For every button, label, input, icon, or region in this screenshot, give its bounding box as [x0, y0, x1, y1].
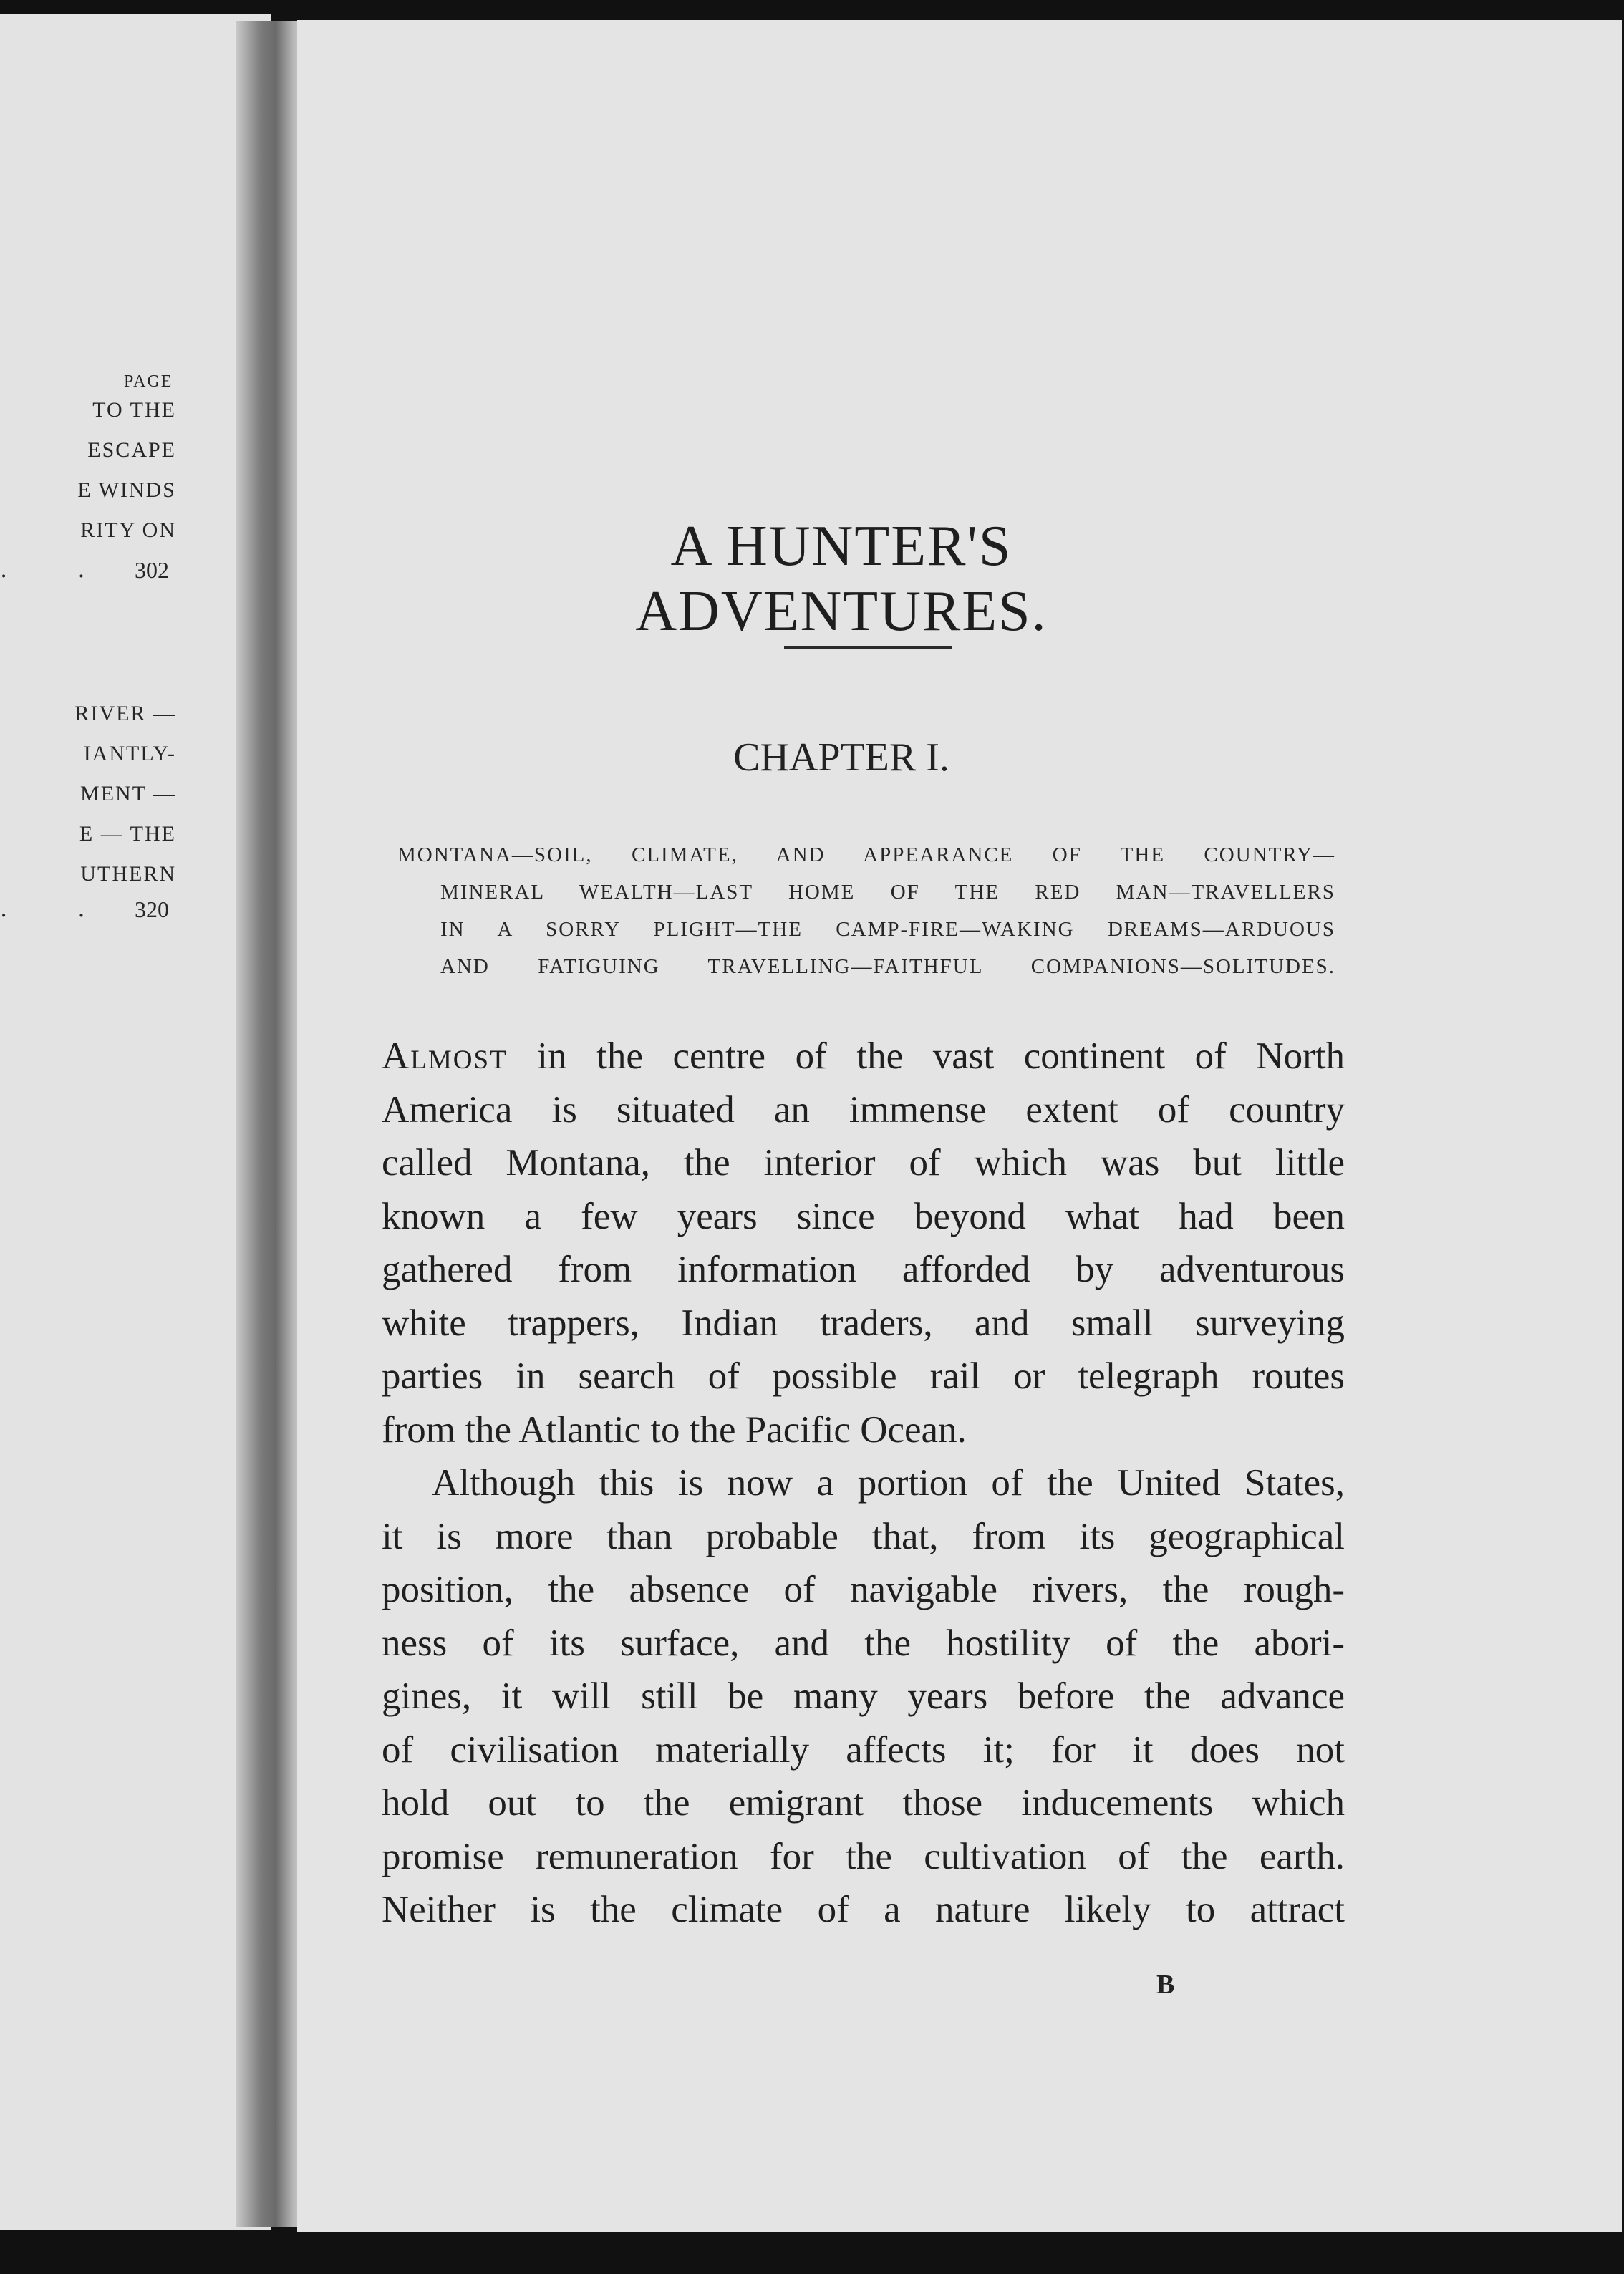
body-line: Neither is the climate of a nature likely to attract — [382, 1889, 1345, 1930]
synopsis-line: MONTANA—SOIL, CLIMATE, AND APPEARANCE OF THE COUNTRY— — [397, 843, 1335, 866]
body-line: of civilisation materially affects it; for it does not — [382, 1728, 1345, 1771]
contents-page-number: 320 — [135, 896, 169, 922]
chapter-heading: CHAPTER I. — [733, 735, 949, 780]
contents-line-fragment: ESCAPE — [87, 438, 176, 462]
contents-line-fragment: UTHERN — [80, 862, 176, 886]
body-line: hold out to the emigrant those inducements which — [382, 1782, 1345, 1824]
body-line: gines, it will still be many years before the advance — [382, 1675, 1345, 1717]
contents-page-number: 302 — [135, 557, 169, 583]
title-divider-rule — [784, 646, 952, 649]
body-line: gathered from information afforded by adventurous — [382, 1249, 1345, 1290]
body-line: known a few years since beyond what had been — [382, 1195, 1345, 1237]
contents-line-fragment: TO THE — [92, 398, 176, 422]
body-line: position, the absence of navigable rivers, the rough- — [382, 1569, 1345, 1610]
body-line: it is more than probable that, from its geographical — [382, 1515, 1345, 1557]
contents-line-fragment: RIVER — — [74, 702, 176, 725]
synopsis-line: IN A SORRY PLIGHT—THE CAMP-FIRE—WAKING DREAMS—ARDUOUS — [440, 918, 1335, 941]
leader-dots: . . — [0, 895, 117, 922]
book-title: A HUNTER'S ADVENTURES. — [635, 515, 1048, 643]
leader-dots: . . — [0, 556, 117, 583]
book-page — [297, 20, 1622, 2232]
body-line-text: in the centre of the vast continent of North — [507, 1035, 1345, 1077]
signature-mark: B — [1156, 1970, 1175, 2000]
body-line: promise remuneration for the cultivation of the earth. — [382, 1835, 1345, 1877]
body-line: from the Atlantic to the Pacific Ocean. — [382, 1408, 967, 1451]
chapter-synopsis — [397, 836, 1335, 985]
synopsis-line: MINERAL WEALTH—LAST HOME OF THE RED MAN—TRAVELLERS — [440, 881, 1335, 904]
contents-line-fragment: MENT — — [80, 782, 176, 805]
body-line: ness of its surface, and the hostility of the abori- — [382, 1622, 1345, 1664]
contents-line-fragment: E WINDS — [77, 478, 176, 502]
previous-page-fragment — [0, 14, 271, 2230]
body-line: America is situated an immense extent of country — [382, 1088, 1345, 1131]
synopsis-line: AND FATIGUING TRAVELLING—FAITHFUL COMPANIONS—SOLITUDES. — [440, 955, 1335, 978]
contents-line-fragment: IANTLY- — [83, 742, 176, 765]
contents-line-fragment: RITY ON — [80, 518, 176, 542]
body-line: called Montana, the interior of which was but little — [382, 1142, 1345, 1184]
contents-line-fragment: E — THE — [79, 822, 176, 846]
opening-word: Almost — [382, 1035, 508, 1077]
body-line — [382, 1030, 1345, 1083]
body-line: white trappers, Indian traders, and small surveying — [382, 1302, 1345, 1344]
chapter-body-text — [382, 1030, 1345, 1937]
page-column-header: PAGE — [124, 372, 173, 391]
body-line: parties in search of possible rail or telegraph routes — [382, 1355, 1345, 1397]
body-line: Although this is now a portion of the United States, — [432, 1462, 1345, 1504]
